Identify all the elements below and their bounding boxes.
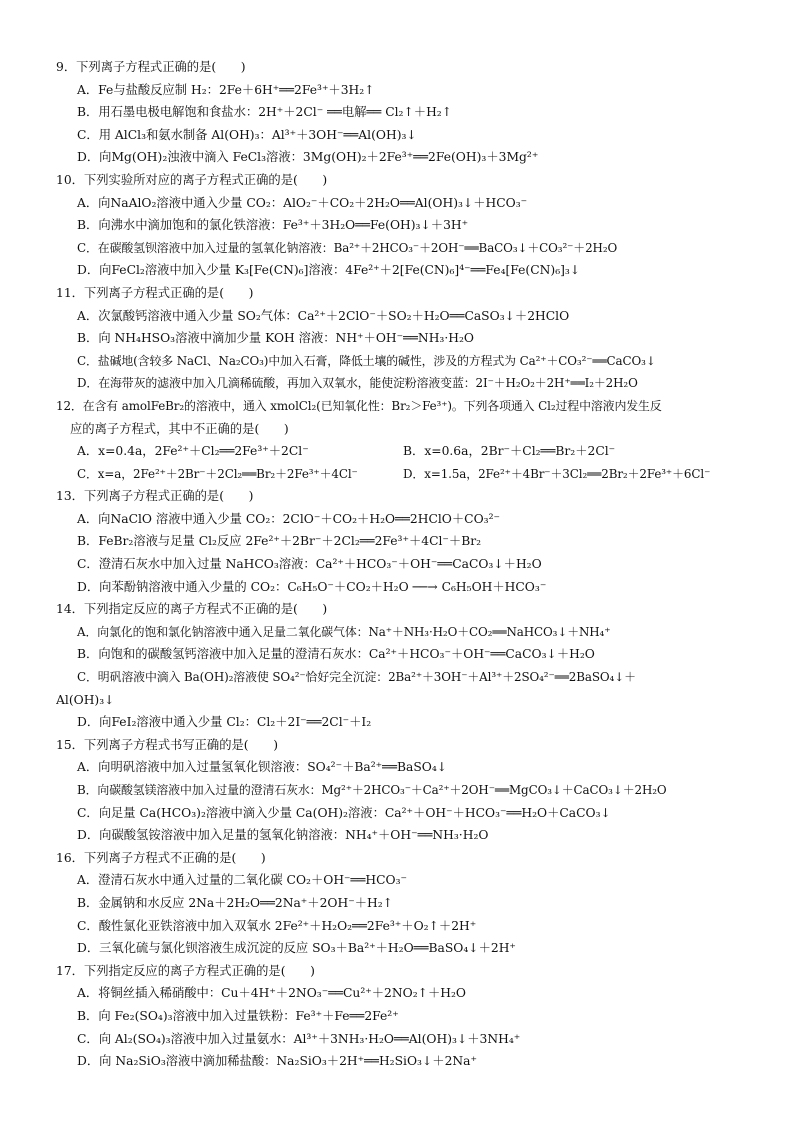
question-10-stem: 10．下列实验所对应的离子方程式正确的是( ) [56, 172, 328, 187]
question-12-options-row-2 [56, 463, 746, 486]
question-16-option-a: A．澄清石灰水中通入过量的二氧化碳 CO₂＋OH⁻══HCO₃⁻ [77, 873, 407, 888]
question-12-stem-continued: 应的离子方程式，其中不正确的是( ) [70, 421, 289, 436]
question-14-option-c-continued: Al(OH)₃↓ [56, 692, 115, 707]
question-15-option-c: C．向足量 Ca(HCO₃)₂溶液中滴入少量 Ca(OH)₂溶液：Ca²⁺＋OH⁻＋HCO₃⁻══H₂O＋CaCO₃↓ [77, 805, 611, 820]
question-15-option-a: A．向明矾溶液中加入过量氢氧化钡溶液：SO₄²⁻＋Ba²⁺══BaSO₄↓ [77, 760, 448, 775]
question-16-option-c: C．酸性氯化亚铁溶液中加入双氧水 2Fe²⁺＋H₂O₂══2Fe³⁺＋O₂↑＋2H⁺ [77, 918, 477, 933]
question-13-option-b: B．FeBr₂溶液与足量 Cl₂反应 2Fe²⁺＋2Br⁻＋2Cl₂══2Fe³⁺＋4Cl⁻＋Br₂ [77, 534, 482, 549]
question-9-stem: 9．下列离子方程式正确的是( ) [56, 60, 246, 74]
question-14-option-a: A．向氯化的饱和氯化钠溶液中通入足量二氧化碳气体：Na⁺＋NH₃·H₂O＋CO₂══NaHCO₃↓＋NH₄⁺ [77, 624, 611, 639]
question-14-option-c: C．明矾溶液中滴入 Ba(OH)₂溶液使 SO₄²⁻恰好完全沉淀：2Ba²⁺＋3OH⁻＋Al³⁺＋2SO₄²⁻══2BaSO₄↓＋ [77, 670, 636, 685]
question-17-option-b: B．向 Fe₂(SO₄)₃溶液中加入过量铁粉：Fe³⁺＋Fe══2Fe²⁺ [77, 1008, 399, 1023]
question-15-option-b: B．向碳酸氢镁溶液中加入过量的澄清石灰水：Mg²⁺＋2HCO₃⁻＋Ca²⁺＋2OH⁻══MgCO₃↓＋CaCO₃↓＋2H₂O [77, 783, 667, 797]
question-14-option-d: D．向FeI₂溶液中通入少量 Cl₂：Cl₂＋2I⁻══2Cl⁻＋I₂ [77, 715, 372, 730]
question-11-option-c: C．盐碱地(含较多 NaCl、Na₂CO₃)中加入石膏，降低土壤的碱性，涉及的方程式为 Ca²⁺＋CO₃²⁻══CaCO₃↓ [77, 353, 656, 368]
question-13-stem: 13．下列离子方程式正确的是( ) [56, 489, 254, 504]
question-11-stem: 11．下列离子方程式正确的是( ) [56, 285, 254, 300]
question-9-option-d: D．向Mg(OH)₂浊液中滴入 FeCl₃溶液：3Mg(OH)₂＋2Fe³⁺══2Fe(OH)₃＋3Mg²⁺ [77, 150, 539, 165]
question-12-option-c: C．x=a，2Fe²⁺＋2Br⁻＋2Cl₂══Br₂＋2Fe³⁺＋4Cl⁻ [77, 466, 358, 481]
question-11-option-b: B．向 NH₄HSO₃溶液中滴加少量 KOH 溶液：NH⁺＋OH⁻══NH₃·H₂O [77, 331, 474, 346]
question-16-option-d: D．三氧化硫与氯化钡溶液生成沉淀的反应 SO₃＋Ba²⁺＋H₂O══BaSO₄↓＋2H⁺ [77, 941, 516, 956]
question-10-option-b: B．向沸水中滴加饱和的氯化铁溶液：Fe³⁺＋3H₂O══Fe(OH)₃↓＋3H⁺ [77, 218, 469, 233]
question-14-stem: 14．下列指定反应的离子方程式不正确的是( ) [56, 602, 328, 617]
question-9-option-a: A．Fe与盐酸反应制 H₂：2Fe＋6H⁺══2Fe³⁺＋3H₂↑ [77, 82, 375, 97]
question-10-option-a: A．向NaAlO₂溶液中通入少量 CO₂：AlO₂⁻＋CO₂＋2H₂O══Al(OH)₃↓＋HCO₃⁻ [77, 195, 528, 210]
question-15-stem: 15．下列离子方程式书写正确的是( ) [56, 737, 278, 752]
question-16-option-b: B．金属钠和水反应 2Na＋2H₂O══2Na⁺＋2OH⁻＋H₂↑ [77, 895, 393, 910]
question-9-option-c: C．用 AlCl₃和氨水制备 Al(OH)₃：Al³⁺＋3OH⁻══Al(OH)₃↓ [77, 127, 417, 142]
question-10-option-d: D．向FeCl₂溶液中加入少量 K₃[Fe(CN)₆]溶液：4Fe²⁺＋2[Fe(CN)₆]⁴⁻══Fe₄[Fe(CN)₆]₃↓ [77, 263, 581, 278]
question-12-option-b: B．x=0.6a，2Br⁻＋Cl₂══Br₂＋2Cl⁻ [403, 444, 616, 459]
question-11-option-a: A．次氯酸钙溶液中通入少量 SO₂气体：Ca²⁺＋2ClO⁻＋SO₂＋H₂O══CaSO₃↓＋2HClO [77, 308, 570, 323]
question-13-option-a: A．向NaClO 溶液中通入少量 CO₂：2ClO⁻＋CO₂＋H₂O══2HClO＋CO₃²⁻ [77, 511, 501, 526]
question-17-option-d: D．向 Na₂SiO₃溶液中滴加稀盐酸：Na₂SiO₃＋2H⁺══H₂SiO₃↓＋2Na⁺ [77, 1054, 477, 1069]
question-11-option-d: D．在海带灰的滤液中加入几滴稀硫酸，再加入双氧水，能使淀粉溶液变蓝：2I⁻＋H₂O₂＋2H⁺══I₂＋2H₂O [77, 376, 638, 391]
question-12-option-a: A．x=0.4a，2Fe²⁺＋Cl₂══2Fe³⁺＋2Cl⁻ [77, 444, 309, 459]
question-12-stem: 12．在含有 amolFeBr₂的溶液中，通入 xmolCl₂(已知氧化性：Br₂＞Fe³⁺)。下列各项通入 Cl₂过程中溶液内发生反 [56, 398, 662, 413]
question-17-option-a: A．将铜丝插入稀硝酸中：Cu＋4H⁺＋2NO₃⁻══Cu²⁺＋2NO₂↑＋H₂O [77, 986, 466, 1001]
question-16-stem: 16．下列离子方程式不正确的是( ) [56, 850, 266, 865]
question-17-option-c: C．向 Al₂(SO₄)₃溶液中加入过量氨水：Al³⁺＋3NH₃·H₂O══Al(OH)₃↓＋3NH₄⁺ [77, 1031, 521, 1046]
question-12-options-row-1 [56, 440, 746, 463]
question-17-stem: 17．下列指定反应的离子方程式正确的是( ) [56, 963, 315, 978]
question-9-option-b: B．用石墨电极电解饱和食盐水：2H⁺＋2Cl⁻ ══电解══ Cl₂↑＋H₂↑ [77, 105, 453, 120]
question-15-option-d: D．向碳酸氢铵溶液中加入足量的氢氧化钠溶液：NH₄⁺＋OH⁻══NH₃·H₂O [77, 828, 489, 843]
question-12-option-d: D．x=1.5a，2Fe²⁺＋4Br⁻＋3Cl₂══2Br₂＋2Fe³⁺＋6Cl⁻ [403, 466, 711, 481]
question-14-option-b: B．向饱和的碳酸氢钙溶液中加入足量的澄清石灰水：Ca²⁺＋HCO₃⁻＋OH⁻══CaCO₃↓＋H₂O [77, 647, 595, 662]
question-10-option-c: C．在碳酸氢钡溶液中加入过量的氢氧化钠溶液：Ba²⁺＋2HCO₃⁻＋2OH⁻══BaCO₃↓＋CO₃²⁻＋2H₂O [77, 240, 618, 255]
question-13-option-d: D．向苯酚钠溶液中通入少量的 CO₂：C₆H₅O⁻＋CO₂＋H₂O ──→ C₆H₅OH＋HCO₃⁻ [77, 579, 547, 594]
question-13-option-c: C．澄清石灰水中加入过量 NaHCO₃溶液：Ca²⁺＋HCO₃⁻＋OH⁻══CaCO₃↓＋H₂O [77, 557, 542, 572]
exam-page [56, 56, 746, 1073]
